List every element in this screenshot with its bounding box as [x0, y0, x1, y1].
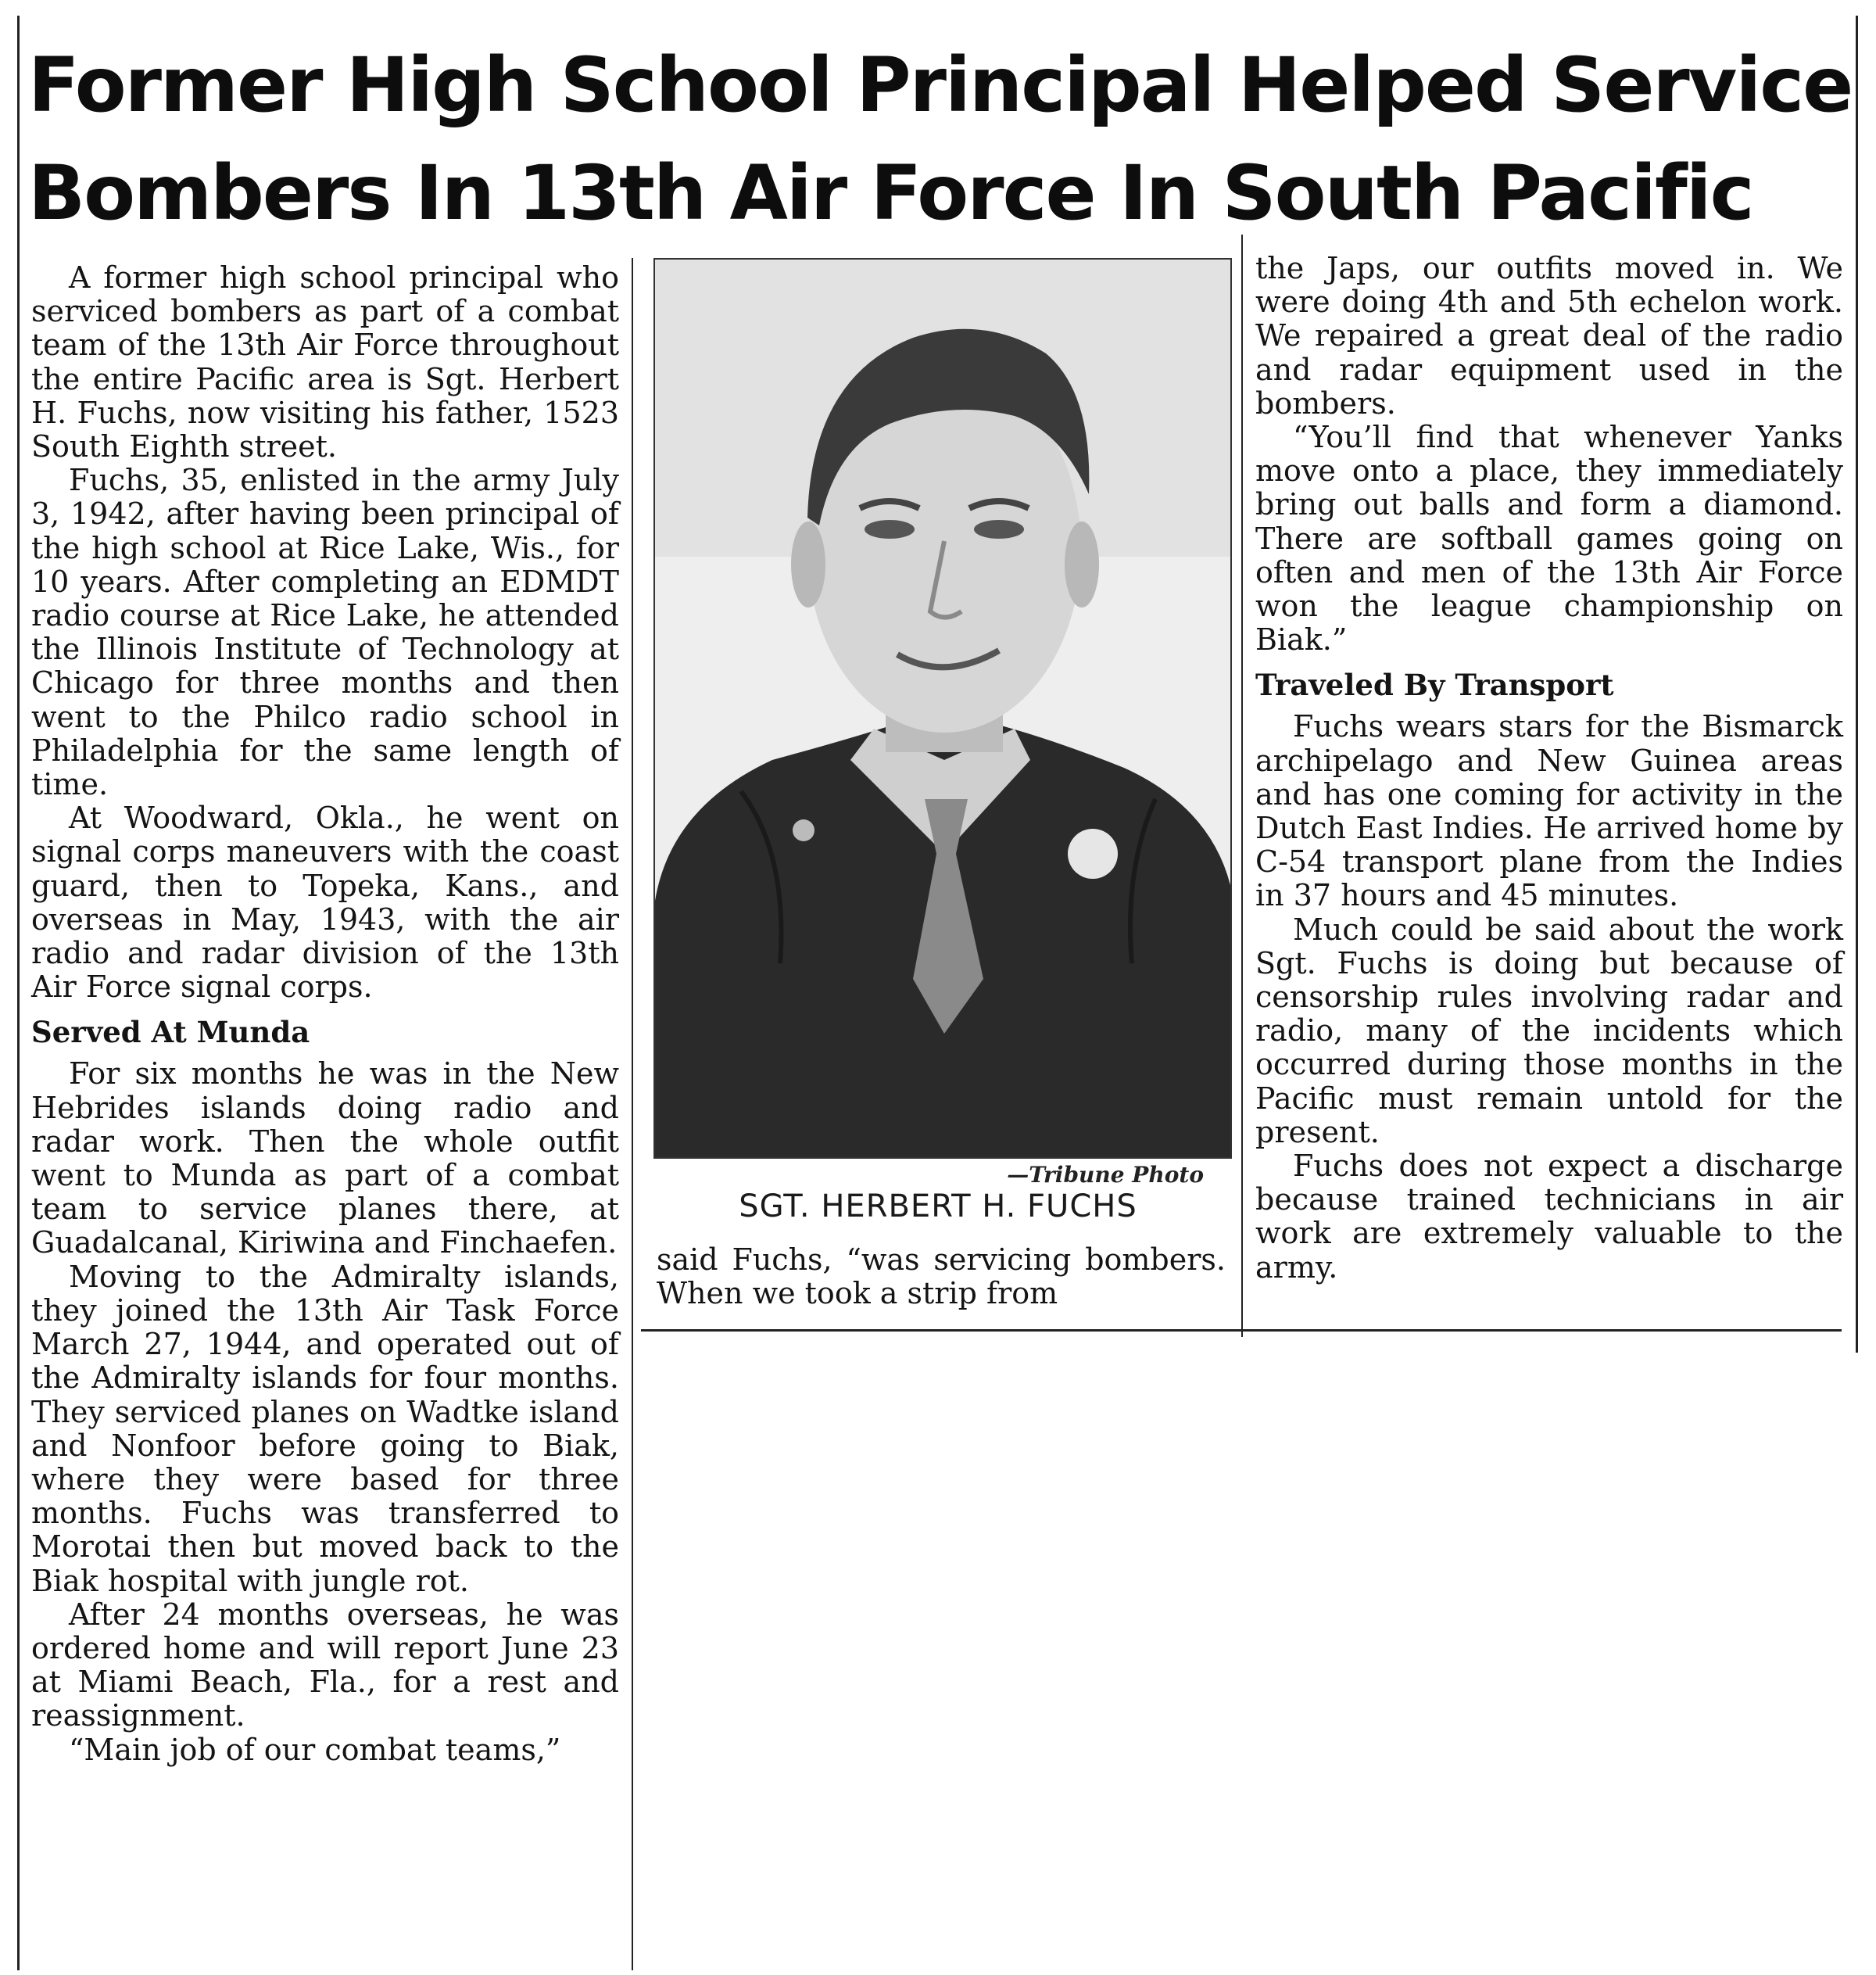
column-rule-left	[632, 258, 633, 1970]
subheading-traveled-by-transport: Traveled By Transport	[1255, 668, 1614, 703]
paragraph: At Woodward, Okla., he went on signal corps maneuvers with the coast guard, then to Topeka, Kans., and overseas in May, 1943, with the air radio and radar division of the 13th Air Force signal corps.	[31, 801, 619, 1005]
paragraph: Fuchs, 35, enlisted in the army July 3, 1942, after having been principal of the high school at Rice Lake, Wis., for 10 years. After completing an EDMDT radio course at Rice Lake, he attended the Illinois Institute of Technology at Chicago for three months and then went to the Philco radio school in Philadelphia for the same length of time.	[31, 463, 619, 802]
paragraph: A former high school principal who serviced bombers as part of a combat team of the 13th Air Force throughout the entire Pacific area is Sgt. Herbert H. Fuchs, now visiting his father, 1523 South Eighth street.	[31, 260, 619, 464]
portrait-photo	[653, 258, 1232, 1159]
paragraph: Fuchs wears stars for the Bismarck archipelago and New Guinea areas and has one coming for activity in the Dutch East Indies. He arrived home by C-54 transport plane from the Indies in 37 hours and 45 minutes.	[1255, 709, 1843, 913]
paragraph: “Main job of our combat teams,”	[69, 1732, 561, 1767]
paragraph: Much could be said about the work Sgt. Fuchs is doing but because of censorship rules involving radar and radio, many of the incidents which occurred during those months in the Pacific must remain untold for the present.	[1255, 912, 1843, 1149]
column-rule-right	[1241, 235, 1243, 1337]
portrait-illustration	[655, 260, 1230, 1157]
paragraph: the Japs, our outfits moved in. We were doing 4th and 5th echelon work. We repaired a great deal of the radio and radar equipment used in the bombers.	[1255, 251, 1843, 421]
left-border-rule	[17, 16, 20, 1970]
article-column-right	[1255, 252, 1843, 1285]
headline-line-1: Former High School Principal Helped Service	[28, 41, 1853, 129]
paragraph: said Fuchs, “was servicing bombers. When we took a strip from	[657, 1242, 1226, 1311]
top-right-border-rule	[1856, 16, 1858, 1353]
headline-line-2: Bombers In 13th Air Force In South Pacific	[28, 149, 1753, 237]
photo-caption: SGT. HERBERT H. FUCHS	[739, 1188, 1137, 1224]
paragraph: For six months he was in the New Hebrides islands doing radio and radar work. Then the whole outfit went to Munda as part of a combat team to service planes there, at Guadalcanal, Kiriwina and Finchaefen.	[31, 1056, 619, 1260]
subheading-served-at-munda: Served At Munda	[31, 1015, 310, 1050]
bottom-cutoff-rule	[641, 1329, 1842, 1332]
paragraph: Moving to the Admiralty islands, they joined the 13th Air Task Force March 27, 1944, and operated out of the Admiralty islands for four months. They serviced planes on Wadtke island and Nonfoor before going to Biak, where they were based for three months. Fuchs was transferred to Morotai then but moved back to the Biak hospital with jungle rot.	[31, 1259, 619, 1598]
paragraph: After 24 months overseas, he was ordered home and will report June 23 at Miami Beach, Fla., for a rest and reassignment.	[31, 1597, 619, 1733]
paragraph: Fuchs does not expect a discharge because trained technicians in air work are extremely valuable to the army.	[1255, 1149, 1843, 1285]
photo-credit: —Tribune Photo	[1007, 1162, 1204, 1188]
article-column-left	[31, 261, 619, 1767]
article-column-middle	[657, 1243, 1226, 1310]
headline	[28, 31, 1853, 247]
paragraph: “You’ll find that whenever Yanks move onto a place, they immediately bring out balls and form a diamond. There are softball games going on often and men of the 13th Air Force won the league championship on Biak.”	[1255, 420, 1843, 658]
